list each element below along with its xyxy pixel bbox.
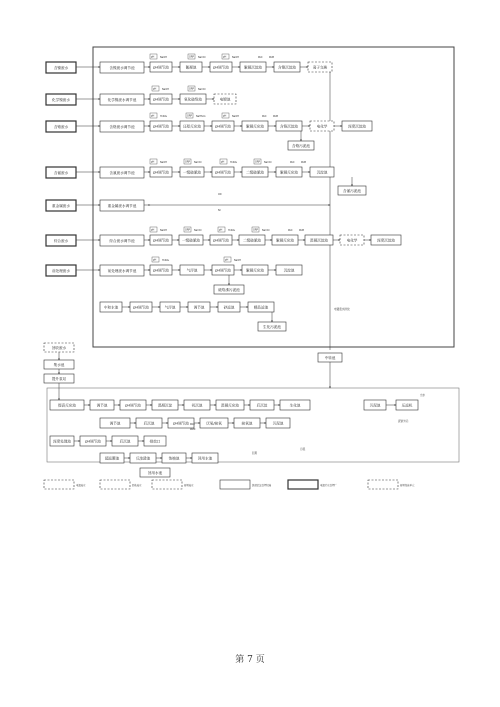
legend-text-4: 电镀污水处理厂 — [320, 484, 337, 487]
ni-0-label: pH调节池 — [153, 65, 169, 70]
cn-4-label: 絮凝反应池 — [280, 170, 298, 175]
cr-6-label: 深度沉淀池 — [348, 124, 366, 129]
low4-3-label: 回用水池 — [197, 456, 213, 461]
meter-ph-label: pH — [223, 114, 227, 118]
ni-4-label: 含镍沉淀池 — [278, 65, 296, 70]
meter-ph-label: pH — [151, 160, 155, 164]
note-4: 出水 — [420, 394, 426, 397]
eq-tank-1-label: 化学镍废水调节池 — [107, 98, 137, 103]
low1-0-label: 提高反应池 — [58, 403, 76, 408]
source-2-label: 含铬废水 — [53, 125, 69, 130]
eq-tank-0-label: 含镍废水调节池 — [109, 66, 135, 71]
low1-5-label: 混凝反应池 — [221, 403, 239, 408]
mid-4-label: 砂滤池 — [223, 305, 235, 310]
meter-orp-label: ORP — [253, 228, 258, 232]
note-1: PAM — [190, 428, 196, 431]
ni-3-label: 絮凝沉淀池 — [244, 65, 262, 70]
low2-3-label: 厌氧/缺氧 — [206, 421, 222, 426]
reagent-pac-label: PAC — [258, 56, 263, 59]
note-0: PAC — [190, 423, 195, 426]
mid-sub-label: 生化污泥池 — [263, 325, 281, 330]
meter-orp-label: ORP — [189, 55, 194, 59]
meter-ph-label: pH — [151, 228, 155, 232]
reagent-naoh-label: NaOH — [162, 88, 169, 91]
legend-text-1: 回收废水 — [132, 484, 142, 487]
reagent-naclo-label: NaClO — [194, 161, 202, 164]
low3-3-label: 排放口 — [149, 439, 161, 444]
eq-tank-4-label: 重金属废水调节池 — [107, 204, 137, 209]
cn-tag: CN — [218, 193, 222, 196]
legend-key-2-box — [152, 480, 182, 489]
mix-0-label: pH调节池 — [153, 238, 169, 243]
source-1-label: 化学镍废水 — [52, 98, 70, 103]
reagent-naoh-label: NaOH — [160, 229, 167, 232]
pre-2-label: pH调节池 — [215, 268, 231, 273]
reagent-naclo-label: NaClO — [198, 88, 206, 91]
mid-1-label: pH调节池 — [133, 305, 149, 310]
middle-tank-label: 中转池 — [324, 356, 336, 361]
recycle-top-label: 回收废水 — [51, 346, 67, 351]
chemni-1-label: 氧化破络池 — [184, 97, 202, 102]
legend-key-5-box — [368, 480, 398, 489]
cr-1-label: 还原反应池 — [183, 124, 201, 129]
low1-6-label: 后沉淀 — [256, 403, 268, 408]
low4-1-label: 反渗透池 — [135, 456, 151, 461]
legend-key-0-box — [44, 480, 74, 489]
right-2: 泥饼外运 — [398, 420, 409, 423]
reagent-naoh-label: NaOH — [232, 56, 239, 59]
cn-sludge-label: 含氰污泥池 — [343, 189, 361, 194]
reagent-pac-label: PAC — [262, 115, 267, 118]
legend-key-3-box — [220, 480, 250, 489]
legend-text-5: 新增设施单元 — [400, 484, 415, 487]
pre-4-label: 沉淀池 — [283, 268, 295, 273]
low2-1-label: 后沉池 — [143, 421, 155, 426]
low2-5-label: 污泥池 — [272, 421, 284, 426]
mid-3-label: 调节池 — [193, 305, 205, 310]
reagent-pam-label: PAM — [269, 56, 274, 59]
reagent-pam-label: PAM — [299, 229, 304, 232]
mid-2-label: 气浮池 — [164, 305, 176, 310]
mix-1-label: 一级破氰池 — [182, 238, 200, 243]
reagent-naclo-label: NaClO — [194, 229, 202, 232]
low4-0-label: 超滤膜池 — [104, 456, 120, 461]
pre-1-label: 气浮池 — [186, 268, 198, 273]
cn-1-label: 一级破氰池 — [183, 170, 201, 175]
mix-7-label: 深度沉淀池 — [377, 238, 395, 243]
reagent-naoh-label: NaOH — [160, 56, 167, 59]
final-tank-label: 回用水池 — [147, 471, 163, 476]
source-6-label: 前处理废水 — [52, 269, 70, 274]
pre-sub-label: 破络沸污泥池 — [218, 288, 240, 293]
mix-6-label: 电化学 — [346, 238, 358, 243]
meter-ph-label: pH — [219, 228, 223, 232]
meter-orp-label: ORP — [185, 160, 190, 164]
chemni-0-label: pH调节池 — [153, 97, 169, 102]
low1-3-label: 混凝沉淀 — [157, 403, 173, 408]
reagent-h2so4-label: H₂SO₄ — [162, 259, 170, 262]
ni-tag: NI — [218, 209, 221, 212]
eq-tank-2-label: 含铬废水调节池 — [109, 125, 135, 130]
reagent-naoh-label: NaOH — [234, 259, 241, 262]
meter-ph-label: pH — [221, 160, 225, 164]
low2-0-label: 调节池 — [109, 421, 121, 426]
cr-2-label: pH调节池 — [215, 124, 231, 129]
low3-1-label: pH调节池 — [85, 439, 101, 444]
low3-0-label: 深度处理池 — [53, 439, 71, 444]
right-0-label: 污泥池 — [369, 403, 381, 408]
collect-tank-label: 集水池 — [53, 363, 65, 368]
source-3-label: 含氰废水 — [53, 171, 69, 176]
mix-5-label: 混凝沉淀池 — [310, 238, 328, 243]
low4-2-label: 浓缩池 — [168, 456, 180, 461]
meter-orp-label: ORP — [255, 160, 260, 164]
meter-ph-label: pH — [153, 87, 157, 91]
meter-orp-label: ORP — [189, 87, 194, 91]
low1-2-label: pH调节池 — [125, 403, 141, 408]
cn-3-label: 二级破氰池 — [246, 170, 264, 175]
legend-text-0: 电镀废水 — [76, 484, 86, 487]
reagent-pam-label: PAM — [301, 161, 306, 164]
low1-1-label: 调节池 — [96, 403, 108, 408]
meter-ph-label: pH — [225, 258, 229, 262]
reagent-naoh-label: NaOH — [232, 115, 239, 118]
reagent-naclo-label: NaClO — [198, 56, 206, 59]
mid-5-label: 精品滤池 — [253, 305, 269, 310]
meter-orp-label: ORP — [185, 228, 190, 232]
legend-key-1-box — [100, 480, 130, 489]
low3-2-label: 后沉池 — [119, 439, 131, 444]
mix-4-label: 絮凝反应池 — [276, 238, 294, 243]
eq-tank-6-label: 前处理废水调节池 — [107, 269, 137, 274]
note-3: 回用 — [252, 452, 258, 455]
mid-0-label: 中和水池 — [103, 305, 119, 310]
cr-5-label: 电化学 — [316, 124, 328, 129]
source-5-label: 综合废水 — [53, 239, 69, 244]
reagent-h2so4-label: H₂SO₄ — [230, 161, 238, 164]
legend-text-3: 混凝沉淀处理设施 — [252, 484, 272, 487]
meter-ph-label: pH — [151, 114, 155, 118]
meter-orp-label: ORP — [187, 114, 192, 118]
ni-5-label: 离子交换 — [312, 65, 328, 70]
cn-2-label: pH调节池 — [215, 170, 231, 175]
reagent-h2so4-label: H₂SO₄ — [228, 229, 236, 232]
reagent-naclo-label: NaClO — [264, 161, 272, 164]
meter-ph-label: pH — [223, 55, 227, 59]
chemni-2-label: 电镀池 — [219, 97, 231, 102]
process-boxes — [44, 62, 418, 489]
reagent-pac-label: PAC — [290, 161, 295, 164]
cn-5-label: 沉淀池 — [316, 170, 328, 175]
reagent-nahso3-label: NaHSO₃ — [196, 115, 206, 118]
ni-1-label: 絮凝池 — [185, 65, 197, 70]
low2-2-label: pH调节池 — [173, 421, 189, 426]
eq-tank-3-label: 含氰废水调节池 — [109, 171, 135, 176]
low2-4-label: 缺氧池 — [241, 421, 253, 426]
page-number: 第 7 页 — [235, 655, 265, 665]
reagent-pac-label: PAC — [288, 229, 293, 232]
cr-0-label: pH调节池 — [153, 124, 169, 129]
reagent-h2so4-label: H₂SO₄ — [160, 115, 168, 118]
right-1-label: 压滤机 — [401, 403, 413, 408]
meter-ph-label: pH — [153, 258, 157, 262]
pre-0-label: pH调节池 — [153, 268, 169, 273]
cr-4-label: 含铬沉淀池 — [280, 124, 298, 129]
eq-tank-5-label: 综合废水调节池 — [109, 239, 135, 244]
cr-3-label: 絮凝反应池 — [246, 124, 264, 129]
ni-2-label: pH调节池 — [213, 65, 229, 70]
mix-2-label: pH调节池 — [213, 238, 229, 243]
cn-0-label: pH调节池 — [153, 170, 169, 175]
pump-station-label: 提升泵站 — [51, 377, 67, 382]
reagent-naoh-label: NaOH — [160, 161, 167, 164]
reagent-naclo-label: NaClO — [262, 229, 270, 232]
legend-text-2: 新增废水 — [184, 484, 194, 487]
mix-3-label: 二级破氰池 — [243, 238, 261, 243]
low1-4-label: 初沉池 — [191, 403, 203, 408]
source-4-label: 重金属废水 — [52, 204, 70, 209]
vertical-note: 电镀废水排放 — [334, 308, 350, 311]
meter-ph-label: pH — [151, 55, 155, 59]
source-0-label: 含镍废水 — [53, 66, 69, 71]
reagent-pam-label: PAM — [273, 115, 278, 118]
legend-key-4-box — [288, 480, 318, 489]
note-2: 污泥 — [300, 448, 306, 451]
cr-sludge-label: 含铬污泥池 — [292, 144, 310, 149]
pre-3-label: 絮凝反应池 — [246, 268, 264, 273]
low1-7-label: 生化池 — [289, 403, 301, 408]
